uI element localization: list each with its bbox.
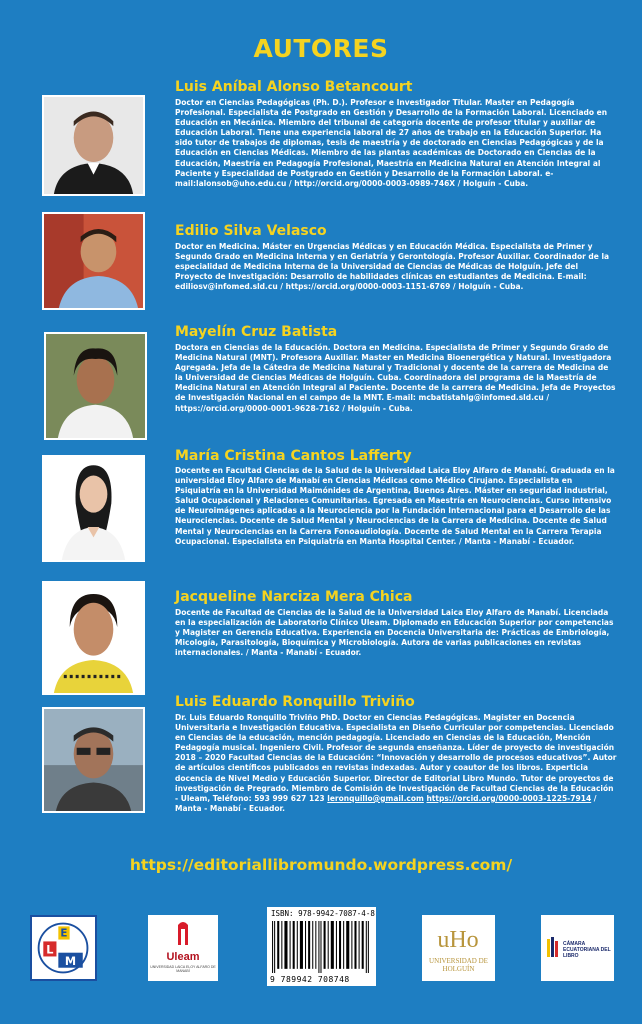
author-photo [42, 707, 145, 813]
svg-text:E: E [60, 927, 68, 940]
author-bio: Doctor en Medicina. Máster en Urgencias Médicas y en Educación Médica. Especialista de Primer y Segundo Grado en Medicina Interna y en Geriatría y Gerontología. Profesor Auxiliar. Coordinador de la especialidad de Medicina Interna de la Universidad de Ciencias de Médicas de Holguín. Jefe del Proyecto de Investigación: Desarrollo de habilidades clínicas en estudiantes de Medicina. E-mail: ediliosv@infomed.sld.cu / https://orcid.org/0000-0003-1151-6769 / Holguín - Cuba. [175, 242, 610, 292]
author-bio: Dr. Luis Eduardo Ronquillo Triviño PhD. Doctor en Ciencias Pedagógicas. Magister en Docencia Universitaria e Investigación Educativa. Especialista en Diseño Curricular por competencias. Licenciado en Ciencias de la educación, mención pedagogía. Licenciado en Ciencias de la Educación, Mención Pedagogía musical. Ingeniero Civil. Profesor de segunda enseñanza. Líder de proyecto de investigación 2018 – 2020 Facultad Ciencias de la Educación: “Innovación y desarrollo de procesos educativos”. Autor de artículos científicos publicados en revistas indexadas. Autor y coautor de los libros. Experticia docencia de Nivel Medio y Educación Superior. Director de Editorial Libro Mundo. Tutor de proyectos de investigación de Pregrado. Miembro de Comisión de Investigación de Facultad Ciencias de la Educación - Uleam, Teléfono: 593 999 627 123 leronquillo@gmail.com https://orcid.org/0000-0003-1225-7914 / Manta - Manabí - Ecuador. [175, 713, 617, 813]
author-photo [42, 95, 145, 196]
author-name: Edilio Silva Velasco [175, 223, 327, 239]
author-bio: Docente en Facultad Ciencias de la Salud de la Universidad Laica Eloy Alfaro de Manabí. Graduada en la universidad Eloy Alfaro de Manabí en Ciencias Médicas como Médico Cirujano. Especialista en Psiquiatría en la Universidad Maimónides de Argentina, Buenos Aires. Máster en seguridad industrial, Salud Ocupacional y Relaciones Comunitarias. Egresada en Maestría en Neurociencias. Curso intensivo de Neuroimágenes aplicadas a la Neurociencia por la Fundación Internacional para el Desarrollo de las Neurociencias. Docente de Salud Mental y Neurociencias de la Carrera de Medicina. Docente de Salud Mental y Neurociencias en la Carrera Fonoaudiología. Docente de Salud Mental en la Carrera Terapia Ocupacional. Especialista en Psiquiatría en Manta Hospital Center. / Manta - Manabí - Ecuador. [175, 466, 615, 546]
svg-text:M: M [64, 954, 77, 968]
uleam-logo: Uleam UNIVERSIDAD LAICA ELOY ALFARO DE MANABÍ [148, 915, 218, 981]
author-name: Luis Eduardo Ronquillo Triviño [175, 694, 415, 710]
email-link[interactable]: leronquillo@gmail.com [327, 793, 424, 803]
author-name: Jacqueline Narciza Mera Chica [175, 589, 413, 605]
author-bio: Docente de Facultad de Ciencias de la Salud de la Universidad Laica Eloy Alfaro de Manabí. Licenciada en la especialización de Laboratorio Clínico Uleam. Diplomado en Educación Superior por competencias y Magister en Gerencia Educativa. Experiencia en Docencia Universitaria de: Prácticas de Embriología, Micología, Parasitología, Bioquímica y Microbiología. Autora de varias publicaciones en revistas internacionales. / Manta - Manabí - Ecuador. [175, 608, 614, 658]
page-title: AUTORES [253, 34, 389, 63]
website-link[interactable]: https://editoriallibromundo.wordpress.com/ [129, 856, 513, 874]
author-name: Mayelín Cruz Batista [175, 324, 338, 340]
camara-ecuatoriana-libro-logo: CÁMARA ECUATORIANA DEL LIBRO [541, 915, 614, 981]
author-name: Luis Aníbal Alonso Betancourt [175, 79, 413, 95]
universidad-holguin-logo: uHo UNIVERSIDAD DE HOLGUÍN [422, 915, 495, 981]
svg-text:uHo: uHo [437, 927, 479, 953]
author-bio: Doctor en Ciencias Pedagógicas (Ph. D.). Profesor e Investigador Titular. Master en Pedagogía Profesional. Especialista de Postgrado en Gestión y Desarrollo de la Formación Laboral. Licenciado en Educación en Mecánica. Miembro del tribunal de categoría docente de profesor titular y auxiliar de Educación Laboral. Tiene una experiencia laboral de 27 años de trabajo en la Educación Superior. Ha sido tutor de trabajos de diplomas, tesis de maestría y de doctorado en Ciencias Pedagógicas y de la Educación en Ciencias Médicas. Miembro de las plantas académicas de Doctorado en Ciencias de la Educación, Maestría en Pedagogía Profesional, Maestría en Medicina Natural en Atención Integral al Paciente y Especialidad de Postgrado en Gestión y Desarrollo de la Formación Laboral. e-mail:lalonsob@uho.edu.cu / http://orcid.org/0000-0003-0989-746X / Holguín - Cuba. [175, 98, 608, 188]
author-photo [42, 212, 145, 310]
author-photo [42, 455, 145, 562]
author-name: María Cristina Cantos Lafferty [175, 448, 412, 464]
isbn-barcode: ISBN: 978-9942-7087-4-8 9 789942 708748 [267, 907, 376, 986]
author-photo [42, 581, 145, 695]
editorial-libro-mundo-logo [30, 915, 97, 981]
svg-text:L: L [46, 943, 54, 957]
author-photo [44, 332, 147, 440]
orcid-link[interactable]: https://orcid.org/0000-0003-1225-7914 [426, 793, 592, 803]
author-bio: Doctora en Ciencias de la Educación. Doctora en Medicina. Especialista de Primer y Segundo Grado de Medicina Natural (MNT). Profesora Auxiliar. Master en Medicina Bioenergética y Natural. Investigadora Agregada. Jefa de la Cátedra de Medicina Natural y Tradicional y docente de la carrera de Medicina de la Universidad de Ciencias Médicas de Holguín. Cuba. Coordinadora del programa de la Maestría de Medicina Natural en Atención Integral al Paciente. Docente de la carrera de Medicina. Jefa de Proyectos de Investigación Nacional en el campo de la MNT. E-mail: mcbatistahlg@infomed.sld.cu / https://orcid.org/0000-0001-9628-7162 / Holguín - Cuba. [175, 343, 616, 413]
